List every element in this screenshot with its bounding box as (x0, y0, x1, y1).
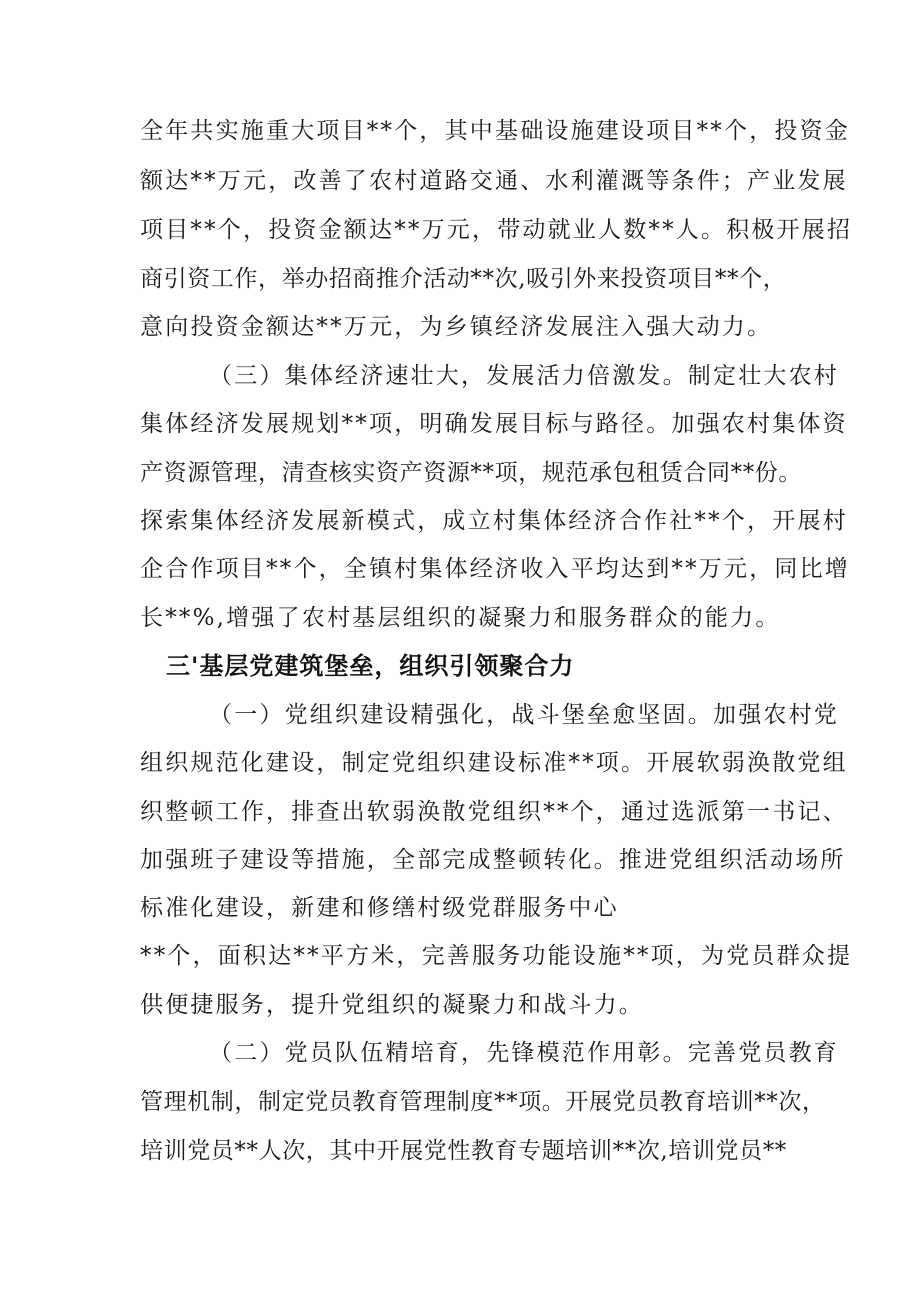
body-line: 商引资工作，举办招商推介活动**次,吸引外来投资项目**个， (140, 266, 787, 292)
body-line: 全年共实施重大项目**个，其中基础设施建设项目**个，投资金 (140, 118, 850, 144)
body-line: 加强班子建设等措施，全部完成整顿转化。推进党组织活动场所 (140, 847, 846, 873)
body-line: 供便捷服务，提升党组织的凝聚力和战斗力。 (140, 992, 644, 1018)
body-line: 长**%,增强了农村基层组织的凝聚力和服务群众的能力。 (140, 605, 781, 631)
body-line: 培训党员**人次，其中开展党性教育专题培训**次,培训党员** (140, 1138, 787, 1164)
paragraph-start-line: （三）集体经济速壮大，发展活力倍激发。制定壮大农村 (209, 363, 839, 389)
body-line: 额达**万元，改善了农村道路交通、水利灌溉等条件；产业发展 (140, 168, 848, 194)
paragraph-start-line: （一）党组织建设精强化，战斗堡垒愈坚固。加强农村党 (209, 702, 839, 728)
body-line: 集体经济发展规划**项，明确发展目标与路径。加强农村集体资 (140, 411, 848, 437)
body-line: 企合作项目**个，全镇村集体经济收入平均达到**万元，同比增 (140, 556, 850, 582)
body-line: 管理机制，制定党员教育管理制度**项。开展党员教育培训**次， (140, 1089, 826, 1115)
body-line: 组织规范化建设，制定党组织建设标准**项。开展软弱涣散党组 (140, 750, 848, 776)
body-line: 标准化建设，新建和修缮村级党群服务中心 (140, 895, 619, 921)
body-line: **个，面积达**平方米，完善服务功能设施**项，为党员群众提 (140, 943, 853, 969)
body-line: 织整顿工作，排查出软弱涣散党组织**个，通过选派第一书记、 (140, 799, 848, 825)
body-line: 项目**个，投资金额达**万元，带动就业人数**人。积极开展招 (140, 217, 853, 243)
paragraph-start-line: （二）党员队伍精培育，先锋模范作用彰。完善党员教育 (209, 1040, 839, 1066)
body-line: 探索集体经济发展新模式，成立村集体经济合作社**个，开展村 (140, 508, 848, 534)
body-line: 产资源管理，清查核实资产资源**项，规范承包租赁合同**份。 (140, 460, 802, 486)
section-heading: 三'基层党建筑堡垒，组织引领聚合力 (166, 652, 575, 680)
body-line: 意向投资金额达**万元，为乡镇经济发展注入强大动力。 (140, 314, 773, 340)
